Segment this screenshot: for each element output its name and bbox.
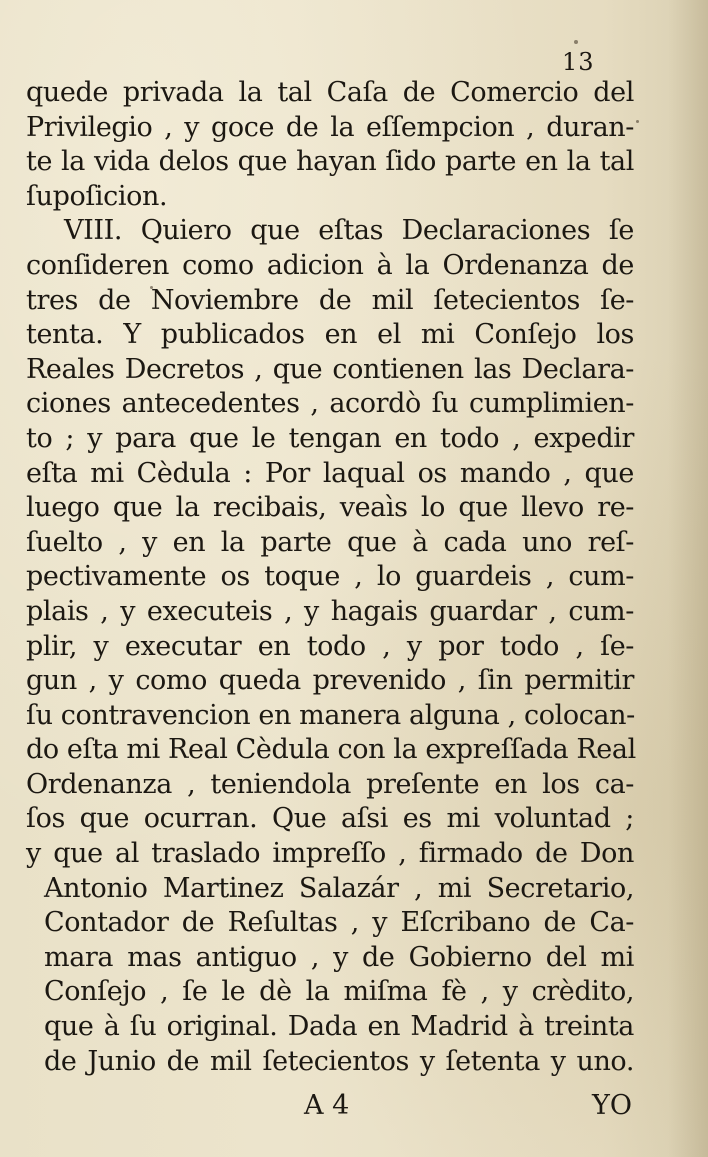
text-line: de Junio de mil ſetecientos y ſetenta y uno.	[44, 1045, 634, 1077]
text-line: Privilegio , y goce de la eſſempcion , duran-	[26, 111, 634, 143]
text-line: Ordenanza , teniendola preſente en los ca-	[26, 768, 634, 800]
signature-mark: A 4	[304, 1090, 350, 1121]
text-line: do eſta mi Real Cèdula con la expreſſada Real	[26, 734, 636, 766]
text-line: ſuelto , y en la parte que à cada uno reſ-	[26, 526, 634, 558]
text-line: Antonio Martinez Salazár , mi Secretario,	[44, 872, 634, 904]
text-line: Contador de Reſultas , y Eſcribano de Ca-	[44, 907, 634, 939]
text-line: ſos que ocurran. Que aſsi es mi voluntad ;	[26, 803, 634, 835]
text-line: ciones antecedentes , acordò ſu cumplimien-	[26, 388, 634, 420]
text-line: VIII. Quiero que eſtas Declaraciones ſe	[64, 215, 634, 247]
text-line: ſu contravencion en manera alguna , colocan-	[26, 699, 635, 731]
text-line: plais , y executeis , y hagais guardar , cum-	[26, 595, 634, 627]
body-text	[26, 76, 634, 1079]
text-line: quede privada la tal Caſa de Comercio del	[26, 77, 634, 108]
ink-speck	[574, 40, 578, 44]
text-line: Reales Decretos , que contienen las Declara-	[26, 353, 634, 385]
page-footer	[0, 1090, 708, 1130]
catchword: YO	[592, 1090, 632, 1121]
text-line: plir, y executar en todo , y por todo , ſe-	[26, 630, 634, 662]
text-line: mara mas antiguo , y de Gobierno del mi	[44, 941, 634, 973]
text-line: pectivamente os toque , lo guardeis , cum-	[26, 561, 634, 593]
text-line: y que al traslado impreſſo , firmado de Don	[26, 838, 634, 870]
text-line: luego que la recibais, veaìs lo que llevo re-	[26, 492, 634, 524]
text-line: tenta. Y publicados en el mi Conſejo los	[26, 319, 634, 351]
text-line: conſideren como adicion à la Ordenanza de	[26, 249, 634, 281]
text-line: gun , y como queda prevenido , ſin permitir	[26, 665, 634, 697]
page-edge-shadow	[668, 0, 708, 1157]
page-number: 13	[562, 48, 595, 76]
text-line: eſta mi Cèdula : Por laqual os mando , que	[26, 457, 634, 489]
text-line: to ; y para que le tengan en todo , expedir	[26, 422, 634, 454]
text-line: tres de Noviembre de mil ſetecientos ſe-	[26, 284, 634, 316]
text-line: que à ſu original. Dada en Madrid à treinta	[44, 1011, 634, 1043]
text-line: Conſejo , ſe le dè la miſma fè , y crèdito,	[44, 976, 634, 1008]
text-line: te la vida delos que hayan ſido parte en la tal	[26, 146, 634, 178]
ink-speck	[636, 120, 639, 123]
text-line: ſupoſicion.	[26, 180, 168, 212]
